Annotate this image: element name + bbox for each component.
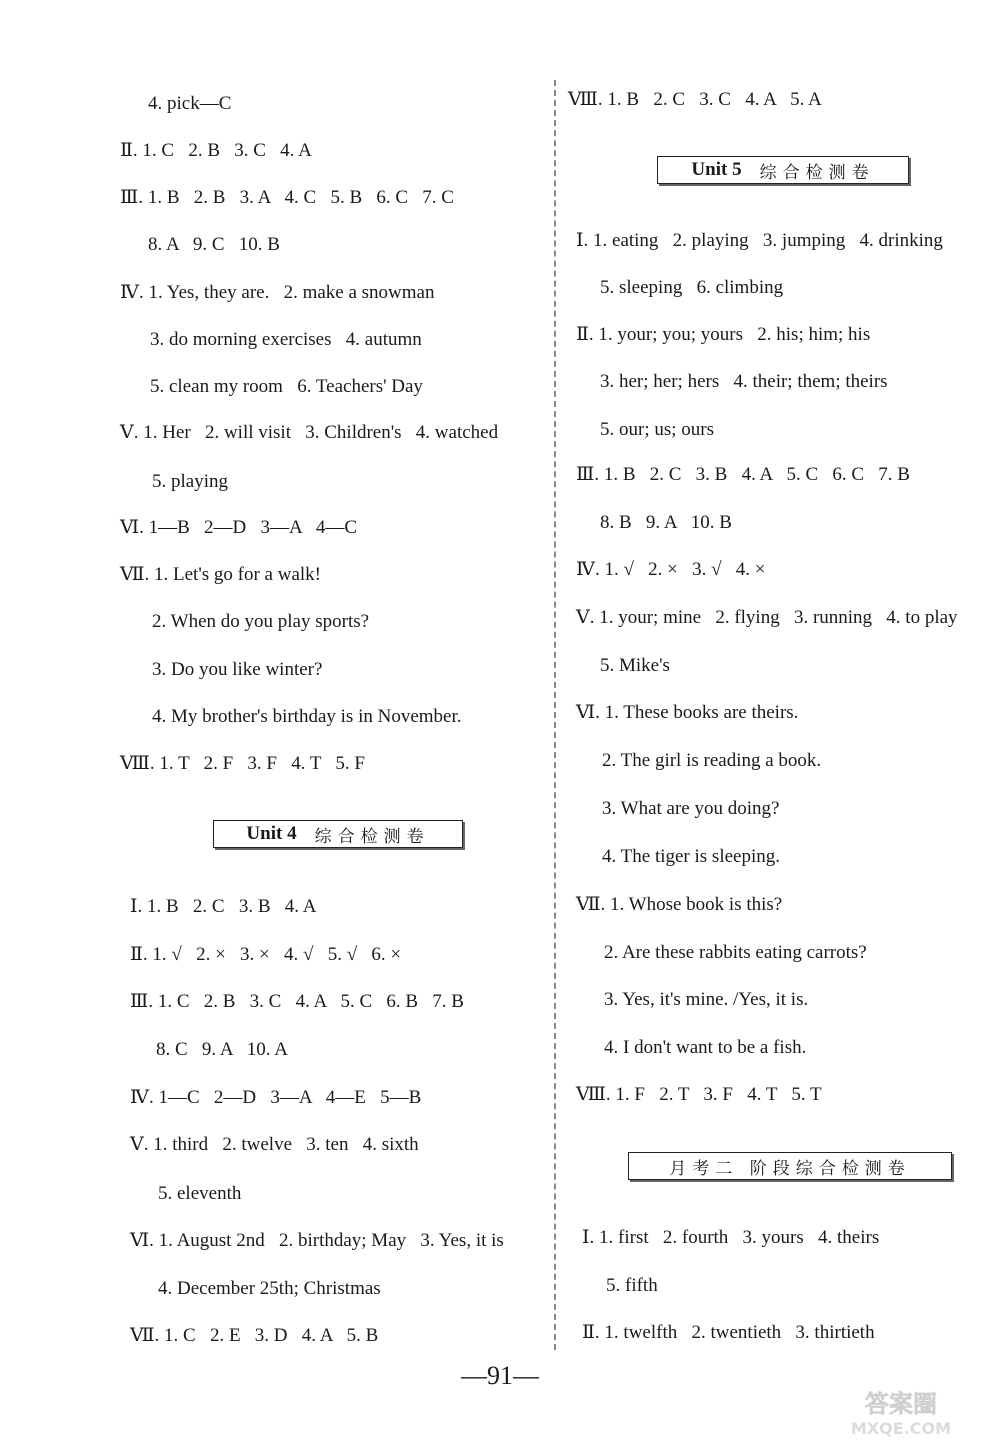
left-answer-line: Ⅱ. 1. C 2. B 3. C 4. A <box>120 140 312 161</box>
right-answer-line: Ⅱ. 1. your; you; yours 2. his; him; his <box>576 324 871 345</box>
month2-section-header <box>628 1152 952 1180</box>
watermark-line1: 答案圈 <box>865 1390 937 1418</box>
left-answer-line: Ⅴ. 1. Her 2. will visit 3. Children's 4. watched <box>120 422 499 443</box>
left-answer-line: 2. When do you play sports? <box>152 611 370 632</box>
right-answer-line: Ⅳ. 1. √ 2. × 3. √ 4. × <box>576 559 766 580</box>
right-answer-line: Ⅷ. 1. F 2. T 3. F 4. T 5. T <box>576 1084 822 1105</box>
left-answer-line: Ⅶ. 1. Let's go for a walk! <box>120 564 322 585</box>
right-answer-line: 2. The girl is reading a book. <box>602 750 822 771</box>
right-answer-line: 5. sleeping 6. climbing <box>600 277 784 298</box>
left-answer-line: Ⅱ. 1. √ 2. × 3. × 4. √ 5. √ 6. × <box>130 944 402 965</box>
left-answer-line: 4. pick—C <box>148 93 232 114</box>
left-answer-line: 3. do morning exercises 4. autumn <box>150 329 422 350</box>
left-answer-line: 3. Do you like winter? <box>152 659 323 680</box>
left-answer-line: Ⅲ. 1. C 2. B 3. C 4. A 5. C 6. B 7. B <box>130 991 464 1012</box>
left-answer-line: 4. December 25th; Christmas <box>158 1278 381 1299</box>
page-number: —91— <box>461 1361 539 1390</box>
left-answer-line: Ⅷ. 1. T 2. F 3. F 4. T 5. F <box>120 753 365 774</box>
left-answer-line: 4. My brother's birthday is in November. <box>152 706 462 727</box>
unit5-label: Unit 5 <box>691 159 742 180</box>
right-answer-line: 3. her; her; hers 4. their; them; theirs <box>600 371 888 392</box>
left-answer-line: Ⅵ. 1. August 2nd 2. birthday; May 3. Yes, it is <box>130 1230 504 1251</box>
watermark-logo <box>806 1388 996 1438</box>
left-answer-line: 5. eleventh <box>158 1183 242 1204</box>
left-answer-line: 8. A 9. C 10. B <box>148 234 280 255</box>
unit4-section-header <box>213 820 463 848</box>
unit4-title: 综合检测卷 <box>314 826 430 847</box>
right-answer-line: Ⅲ. 1. B 2. C 3. B 4. A 5. C 6. C 7. B <box>576 464 910 485</box>
right-answer-line: Ⅰ. 1. first 2. fourth 3. yours 4. theirs <box>582 1227 880 1248</box>
right-answer-line: 4. The tiger is sleeping. <box>602 846 781 867</box>
unit5-section-header <box>657 156 909 184</box>
right-answer-line: Ⅶ. 1. Whose book is this? <box>576 894 783 915</box>
left-answer-line: 5. playing <box>152 471 228 492</box>
right-answer-line: Ⅱ. 1. twelfth 2. twentieth 3. thirtieth <box>582 1322 875 1343</box>
right-answer-line: Ⅵ. 1. These books are theirs. <box>576 702 799 723</box>
unit4-label: Unit 4 <box>246 823 297 844</box>
column-divider <box>554 80 556 1350</box>
right-answer-line: 4. I don't want to be a fish. <box>604 1037 807 1058</box>
right-answer-line: Ⅰ. 1. eating 2. playing 3. jumping 4. drinking <box>576 230 943 251</box>
left-answer-line: Ⅳ. 1. Yes, they are. 2. make a snowman <box>120 282 435 303</box>
right-answer-line: 3. Yes, it's mine. /Yes, it is. <box>604 989 809 1010</box>
left-answer-line: 5. clean my room 6. Teachers' Day <box>150 376 423 397</box>
right-answer-line: 8. B 9. A 10. B <box>600 512 732 533</box>
right-answer-line: 5. fifth <box>606 1275 658 1296</box>
right-answer-line: 2. Are these rabbits eating carrots? <box>604 942 867 963</box>
right-answer-line: Ⅴ. 1. your; mine 2. flying 3. running 4. to play <box>576 607 958 628</box>
left-answer-line: Ⅴ. 1. third 2. twelve 3. ten 4. sixth <box>130 1134 419 1155</box>
right-answer-line: 3. What are you doing? <box>602 798 780 819</box>
unit5-title: 综合检测卷 <box>759 162 875 183</box>
right-answer-line: 5. our; us; ours <box>600 419 714 440</box>
month2-title: 月考二 阶段综合检测卷 <box>669 1158 911 1179</box>
left-answer-line: Ⅵ. 1—B 2—D 3—A 4—C <box>120 517 358 538</box>
left-answer-line: Ⅲ. 1. B 2. B 3. A 4. C 5. B 6. C 7. C <box>120 187 454 208</box>
left-answer-line: 8. C 9. A 10. A <box>156 1039 288 1060</box>
left-answer-line: Ⅶ. 1. C 2. E 3. D 4. A 5. B <box>130 1325 379 1346</box>
right-answer-line: 5. Mike's <box>600 655 670 676</box>
left-answer-line: Ⅰ. 1. B 2. C 3. B 4. A <box>130 896 317 917</box>
left-answer-line: Ⅳ. 1—C 2—D 3—A 4—E 5—B <box>130 1087 422 1108</box>
right-answer-line: Ⅷ. 1. B 2. C 3. C 4. A 5. A <box>568 89 822 110</box>
watermark-line2: MXQE.COM <box>850 1419 952 1438</box>
